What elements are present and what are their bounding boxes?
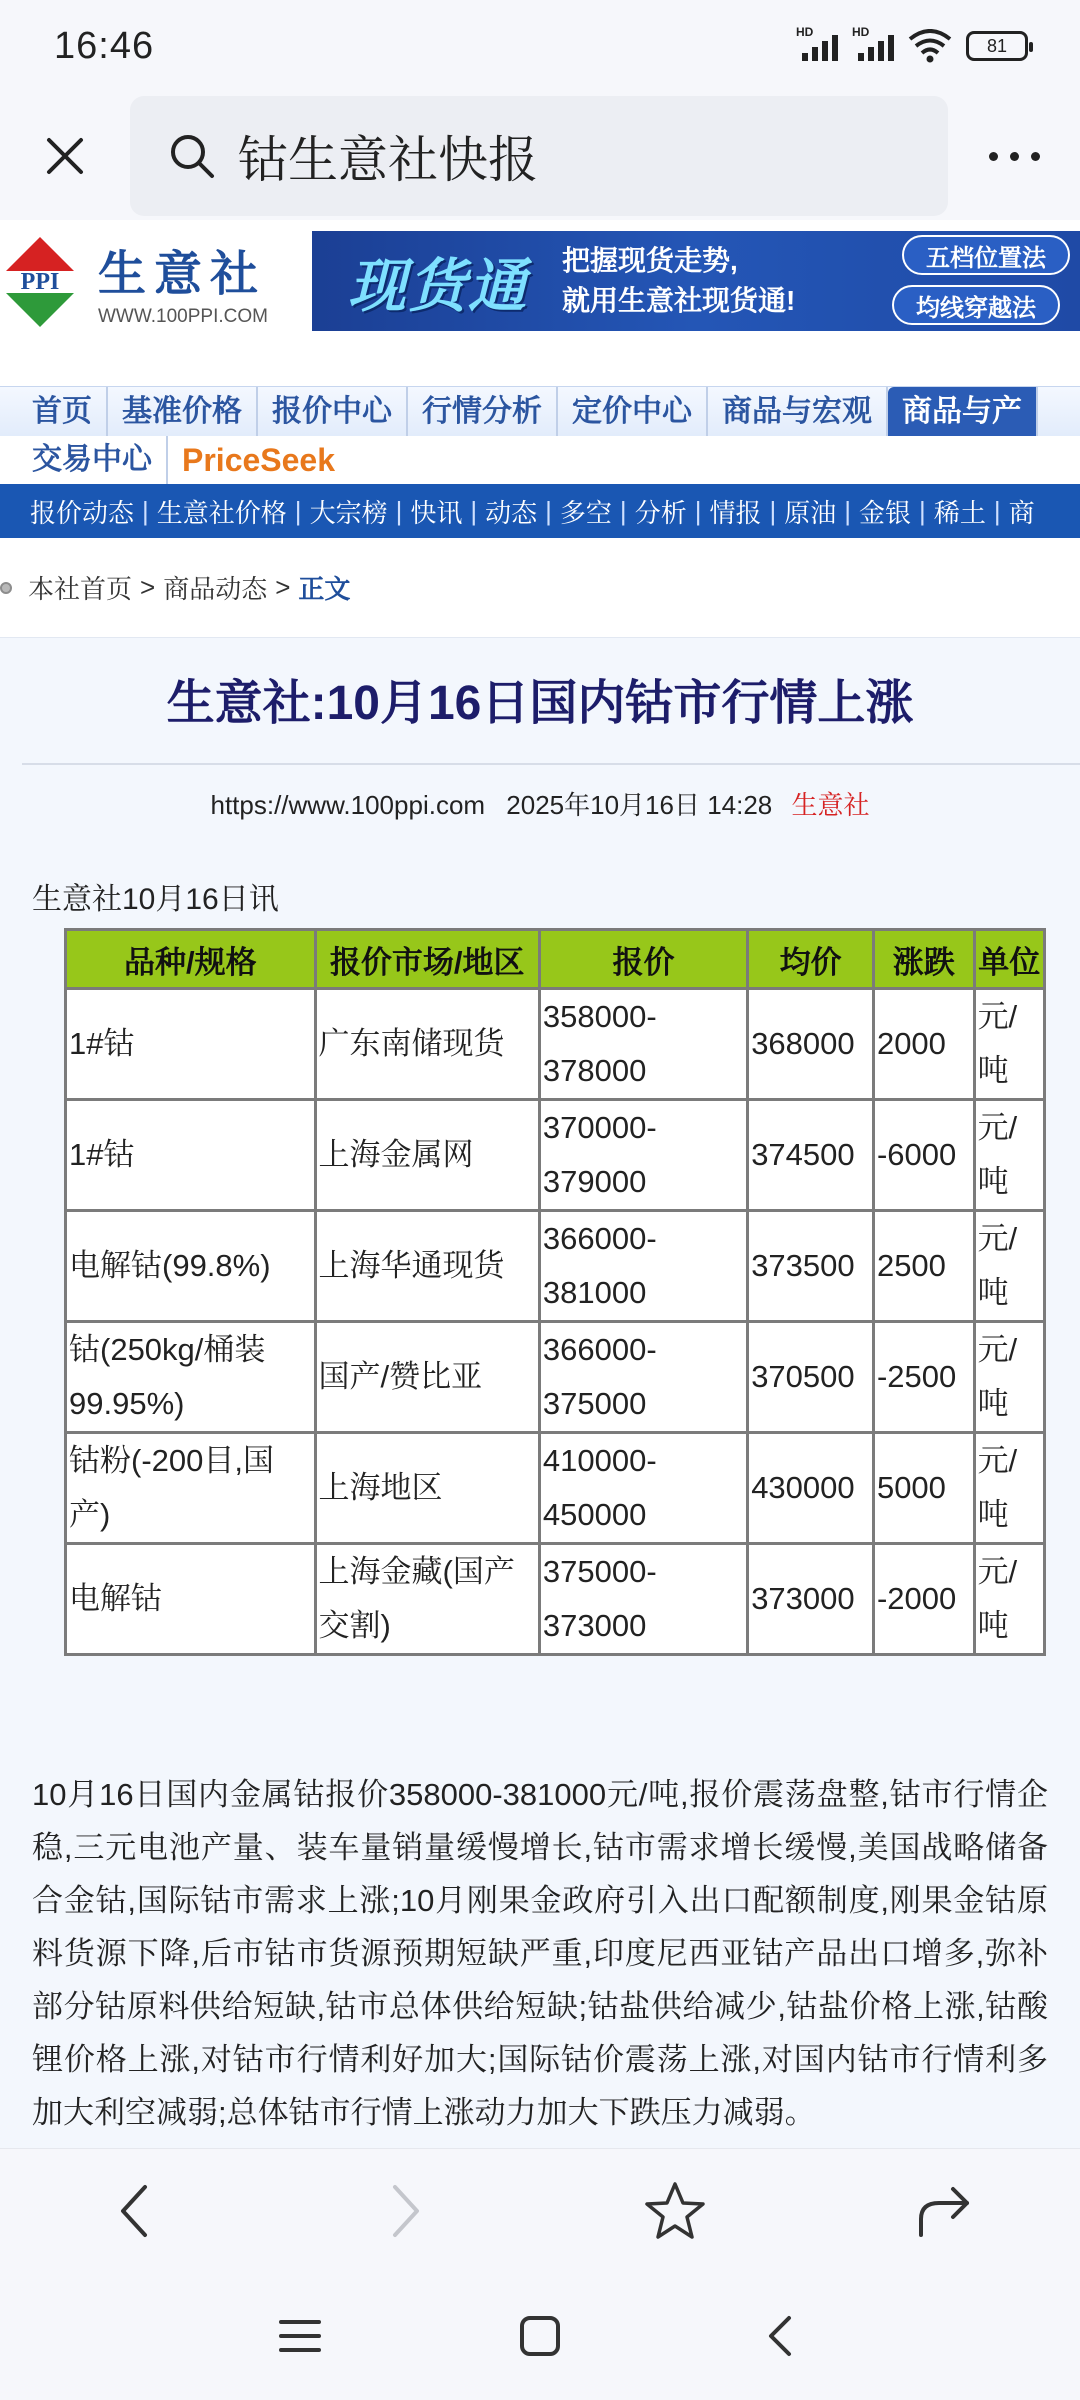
col-header: 报价市场/地区 xyxy=(317,931,538,987)
article-lead: 生意社10月16日讯 xyxy=(32,883,279,916)
dot-icon xyxy=(1010,152,1019,161)
logo-url: WWW.100PPI.COM xyxy=(98,305,268,327)
nav-commodity-macro[interactable]: 商品与宏观 xyxy=(708,387,888,437)
channel-more[interactable]: 商 xyxy=(1008,497,1035,528)
dot-icon xyxy=(1031,152,1040,161)
table-cell: 430000 xyxy=(749,1434,872,1542)
banner-line1: 把握现货走势, xyxy=(562,245,738,276)
table-cell: -2000 xyxy=(875,1545,973,1653)
table-cell: 元/吨 xyxy=(976,1545,1043,1653)
article-url[interactable]: https://www.100ppi.com xyxy=(210,790,486,820)
table-cell: 358000-378000 xyxy=(541,990,746,1098)
article-title: 生意社:10月16日国内钴市行情上涨 xyxy=(166,677,914,730)
close-icon xyxy=(43,134,87,178)
hd-label: HD xyxy=(796,25,814,39)
table-row xyxy=(67,1545,1043,1653)
banner-pill-1: 五档位置法 xyxy=(902,235,1070,275)
nav-priceseek[interactable]: PriceSeek xyxy=(182,441,336,478)
channel-analysis[interactable]: 分析 xyxy=(634,497,687,528)
table-cell: 1#钴 xyxy=(67,990,314,1098)
logo-name: 生意社 xyxy=(98,247,267,301)
share-arrow-icon xyxy=(915,2183,975,2239)
table-cell: 373500 xyxy=(749,1212,872,1320)
nav-trading-center[interactable]: 交易中心 xyxy=(18,436,168,484)
banner-line2: 就用生意社现货通! xyxy=(562,285,796,316)
system-nav-bar xyxy=(0,2272,1080,2400)
table-row xyxy=(67,1212,1043,1320)
table-cell: 国产/赞比亚 xyxy=(317,1323,538,1431)
status-bar xyxy=(0,0,1080,92)
status-icons xyxy=(796,25,1028,63)
table-cell: 元/吨 xyxy=(976,1101,1043,1209)
nav-commodity-industry[interactable]: 商品与产 xyxy=(888,387,1038,437)
status-time: 16:46 xyxy=(54,24,155,67)
table-cell: 368000 xyxy=(749,990,872,1098)
table-cell: 上海金属网 xyxy=(317,1101,538,1209)
table-cell: 元/吨 xyxy=(976,1323,1043,1431)
table-cell: 上海金藏(国产交割) xyxy=(317,1545,538,1653)
ppi-logo-icon xyxy=(0,233,80,329)
table-row xyxy=(67,1101,1043,1209)
table-row xyxy=(67,1323,1043,1431)
table-cell: 370500 xyxy=(749,1323,872,1431)
channel-quote-news[interactable]: 报价动态 xyxy=(30,497,135,528)
menu-icon xyxy=(279,2318,321,2354)
search-input[interactable] xyxy=(130,96,948,216)
table-cell: 电解钴(99.8%) xyxy=(67,1212,314,1320)
table-cell: 广东南储现货 xyxy=(317,990,538,1098)
table-cell: 1#钴 xyxy=(67,1101,314,1209)
breadcrumb-sep: > xyxy=(275,572,291,602)
search-query: 钴生意社快报 xyxy=(238,132,538,188)
share-button[interactable] xyxy=(885,2161,1005,2261)
nav-market-analysis[interactable]: 行情分析 xyxy=(408,387,558,437)
sub-nav xyxy=(0,436,1080,484)
channel-100ppi-price[interactable]: 生意社价格 xyxy=(156,497,287,528)
site-logo[interactable] xyxy=(0,226,312,336)
article-source[interactable]: 生意社 xyxy=(791,790,870,820)
col-header: 均价 xyxy=(749,931,872,987)
table-cell: 元/吨 xyxy=(976,1212,1043,1320)
main-nav xyxy=(0,386,1080,436)
channel-rare-earth[interactable]: 稀土 xyxy=(933,497,986,528)
star-icon xyxy=(644,2181,706,2241)
table-cell: 370000-379000 xyxy=(541,1101,746,1209)
browser-search-row xyxy=(0,92,1080,220)
table-cell: 2500 xyxy=(875,1212,973,1320)
table-cell: 电解钴 xyxy=(67,1545,314,1653)
logo-mark-text: PPI xyxy=(20,269,60,295)
table-row xyxy=(67,1434,1043,1542)
table-cell: 钴粉(-200目,国产) xyxy=(67,1434,314,1542)
table-cell: 元/吨 xyxy=(976,990,1043,1098)
table-cell: 上海华通现货 xyxy=(317,1212,538,1320)
breadcrumb-current: 正文 xyxy=(298,574,351,604)
channel-news[interactable]: 动态 xyxy=(485,497,538,528)
banner-slogan xyxy=(562,241,795,321)
article-datetime: 2025年10月16日 14:28 xyxy=(506,790,773,820)
dot-icon xyxy=(989,152,998,161)
back-arrow-icon xyxy=(765,2314,795,2358)
table-cell: 375000-373000 xyxy=(541,1545,746,1653)
site-header xyxy=(0,226,1080,336)
table-cell: 366000-381000 xyxy=(541,1212,746,1320)
nav-home[interactable]: 首页 xyxy=(18,387,108,437)
cellular-signal-icon xyxy=(796,25,838,61)
table-cell: 上海地区 xyxy=(317,1434,538,1542)
breadcrumb-section[interactable]: 商品动态 xyxy=(163,574,268,604)
battery-icon xyxy=(966,31,1028,61)
table-cell: 366000-375000 xyxy=(541,1323,746,1431)
browser-toolbar xyxy=(0,2148,1080,2272)
more-options-button[interactable] xyxy=(948,92,1080,220)
table-cell: 2000 xyxy=(875,990,973,1098)
article-content xyxy=(0,538,1080,2148)
breadcrumb xyxy=(0,538,1080,638)
col-header: 涨跌 xyxy=(875,931,973,987)
cellular-signal-icon-2 xyxy=(852,25,894,61)
nav-quote-center[interactable]: 报价中心 xyxy=(258,387,408,437)
col-header: 报价 xyxy=(541,931,746,987)
cobalt-price-table xyxy=(64,928,1046,1656)
chevron-right-icon xyxy=(385,2183,425,2239)
article-body: 10月16日国内金属钴报价358000-381000元/吨,报价震荡盘整,钴市行情企稳,三元电池产量、装车量销量缓慢增长,钴市需求增长缓慢,美国战略储备合金钴,国际钴市需求上涨;10月刚果金政府引入出口配额制度,刚果金钴原料货源下降,后市钴市货源预期短缺严重,印度尼西亚钴产品出口增多,弥补部分钴原料供给短缺,钴市总体供给短缺;钴盐供给减少,钴盐价格上涨,钴酸锂价格上涨,对钴市行情利好加大;国际钴价震荡上涨,对国内钴市行情利多加大利空减弱;总体钴市行情上涨动力加大下跌压力减弱。 xyxy=(32,1777,1048,2130)
title-divider xyxy=(22,763,1080,765)
channel-long-short[interactable]: 多空 xyxy=(559,497,612,528)
battery-level: 81 xyxy=(986,35,1008,56)
table-cell: 410000-450000 xyxy=(541,1434,746,1542)
table-cell: 5000 xyxy=(875,1434,973,1542)
channel-flash[interactable]: 快讯 xyxy=(410,497,463,528)
table-cell: 元/吨 xyxy=(976,1434,1043,1542)
table-cell: 钴(250kg/桶装99.95%) xyxy=(67,1323,314,1431)
table-cell: -6000 xyxy=(875,1101,973,1209)
home-button[interactable] xyxy=(500,2296,580,2376)
breadcrumb-sep: > xyxy=(140,572,156,602)
close-button[interactable] xyxy=(0,92,130,220)
search-icon xyxy=(168,132,216,180)
col-header: 品种/规格 xyxy=(67,931,314,987)
breadcrumb-bullet-icon xyxy=(0,582,12,594)
recents-button[interactable] xyxy=(260,2296,340,2376)
table-cell: 374500 xyxy=(749,1101,872,1209)
back-button[interactable] xyxy=(75,2161,195,2261)
table-row xyxy=(67,990,1043,1098)
nav-benchmark-price[interactable]: 基准价格 xyxy=(108,387,258,437)
banner-pill-2: 均线穿越法 xyxy=(892,285,1060,325)
nav-pricing-center[interactable]: 定价中心 xyxy=(558,387,708,437)
square-icon xyxy=(519,2315,561,2357)
col-header: 单位 xyxy=(976,931,1043,987)
table-cell: -2500 xyxy=(875,1323,973,1431)
table-cell: 373000 xyxy=(749,1545,872,1653)
breadcrumb-home[interactable]: 本社首页 xyxy=(28,574,133,604)
channel-gold-silver[interactable]: 金银 xyxy=(859,497,912,528)
table-header-row xyxy=(67,931,1043,987)
channel-intel[interactable]: 情报 xyxy=(709,497,762,528)
article-meta xyxy=(0,785,1080,822)
bookmark-button[interactable] xyxy=(615,2161,735,2261)
system-back-button[interactable] xyxy=(740,2296,820,2376)
forward-button[interactable] xyxy=(345,2161,465,2261)
wifi-icon xyxy=(908,29,952,63)
ad-banner[interactable] xyxy=(312,231,1080,331)
channel-bulk-rank[interactable]: 大宗榜 xyxy=(309,497,388,528)
hd-label-2: HD xyxy=(852,25,870,39)
chevron-left-icon xyxy=(115,2183,155,2239)
banner-brand: 现货通 xyxy=(348,254,529,319)
channel-crude-oil[interactable]: 原油 xyxy=(784,497,837,528)
channel-bar: 报价动态 | 生意社价格 | 大宗榜 | 快讯 | 动态 | 多空 | 分析 | 情报 | 原油 | 金银 | 稀土 | 商 xyxy=(0,484,1080,538)
